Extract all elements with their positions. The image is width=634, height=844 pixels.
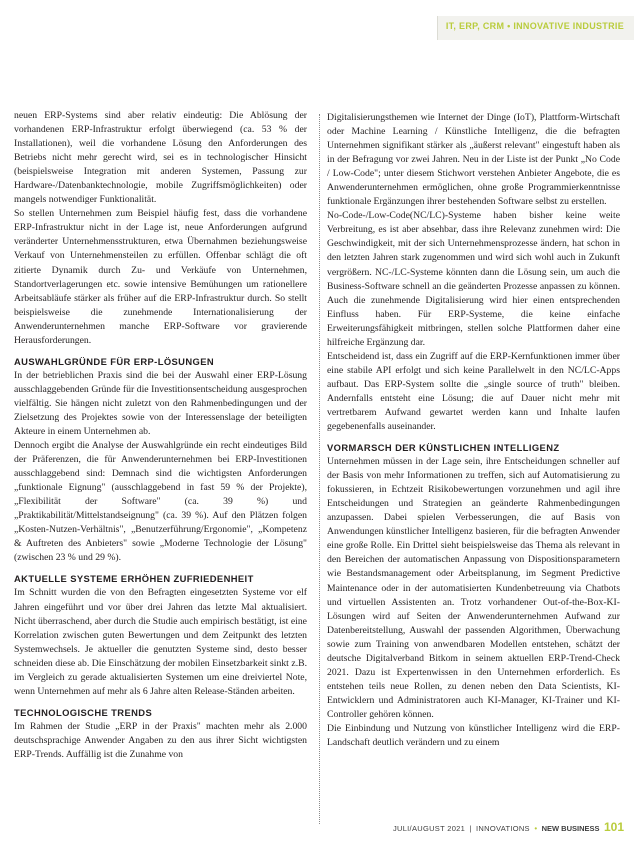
paragraph: So stellen Unternehmen zum Beispiel häufig fest, dass die vorhandene ERP-Infrastruktur nicht in der Lage ist, neue Anforderungen aufgrund veränderter Unternehmensstrukturen, etwa Übernahmen beziehungsweise Verkauf von Unternehmensteilen zu erfüllen. Offenbar schlägt die oft zitierte Dynamik durch Zu- und Verkäufe von Unternehmen, Standortverlagerungen etc. sowie intensive Bemühungen um rationellere Arbeitsabläufe stärker als früher auf die ERP-Infrastruktur durch. So stellt beispielsweise die zunehmende Internationalisierung der Anwenderunternehmen manche ERP-Software vor gravierende Herausforderungen. — [14, 208, 307, 346]
left-column — [14, 109, 307, 762]
page-footer — [393, 818, 624, 836]
paragraph: No-Code-/Low-Code(NC/LC)-Systeme haben bisher keine weite Verbreitung, es ist aber absehbar, dass ihre Relevanz zunehmen wird: Die Geschwindigkeit, mit der sich Unternehmensprozesse ändern, hat schon in den letzten Jahren stark zugenommen und wird sich wohl auch in Zukunft vergrößern. NC-/LC-Systeme könnten dann die Lösung sein, um auch die Business-Software schnell an die geänderten Prozesse anpassen zu können. Auch die zunehmende Digitalisierung wird hier einen entsprechenden Einfluss haben. Für ERP-Systeme, die keine einfache Erweiterungsfähigkeit mitbringen, stellen solche Plattformen daher eine hilfreiche Ergänzung dar. — [327, 210, 620, 348]
section-label: IT, ERP, CRM • INNOVATIVE INDUSTRIE — [445, 21, 624, 31]
magazine-name: INNOVATIONS — [476, 824, 530, 833]
paragraph: Die Einbindung und Nutzung von künstlicher Intelligenz wird die ERP-Landschaft deutlich verändern und zu einem — [327, 722, 620, 749]
right-column — [327, 111, 620, 750]
issue-date: JULI/AUGUST 2021 — [392, 824, 466, 833]
paragraph: Im Schnitt wurden die von den Befragten eingesetzten Systeme vor elf Jahren eingeführt und vor über drei Jahren das letzte Mal aktualisiert. Nicht überraschend, aber durch die Studie auch empirisch bestätigt, ist eine Korrelation zwischen guten Bewertungen und dem Zeitpunkt des letzten Systemwechsels. Je aktueller die genutzten Systeme sind, desto besser schneiden diese ab. Die Einschätzung der mobilen Einsetzbarkeit sinkt z.B. im Vergleich zu gerade aktualisierten Systemen um eine dreiviertel Note, wenn Unternehmen auf mehr als 6 Jahre alten Release-Ständen arbeiten. — [14, 587, 307, 697]
footer-separator: | — [469, 824, 472, 833]
bullet-icon: • — [534, 824, 538, 833]
paragraph: neuen ERP-Systems sind aber relativ eindeutig: Die Ablösung der vorhandenen ERP-Infrastruktur erfolgt überwiegend (ca. 53 % der Installationen), weil die vorhandene Lösung den Anforderungen des Betriebs nicht mehr gerecht wird, sei es in technologischer Hinsicht (beispielsweise Integration mit anderen Systemen, Passung zur Hardware-/Datenbanktechnologie, mobile Zugriffsmöglichkeiten) oder mangels notwendiger Funktionalität. — [14, 110, 307, 206]
paragraph: Dennoch ergibt die Analyse der Auswahlgründe ein recht eindeutiges Bild der Präferenzen, die für Anwenderunternehmen bei ERP-Investitionen ausschlaggebend sind: Demnach sind die wichtigsten Anforderungen „funktionale Eignung" (ausschlaggebend in fast 59 % der Projekte), „Flexibilität der Software" (ca. 39 %) und „Praktikabilität/Mittelstandseignung" (ca. 39 %). Auf den Plätzen folgen „Kosten-Nutzen-Verhältnis", „Benutzerführung/Ergonomie", „Kompetenz & Auftreten des Anbieters" sowie „Moderne Technologie der Lösung" (zwischen 23 % und 29 %). — [14, 440, 307, 564]
page-number: 101 — [603, 820, 624, 834]
paragraph: In der betrieblichen Praxis sind die bei der Auswahl einer ERP-Lösung ausschlaggebenden Gründe für die Investitionsentscheidung ausgesprochen vielfältig. Sie hängen nicht zuletzt von den Rahmenbedingungen und der Zielsetzung des Projektes sowie von der Interessenslage der beteiligten Akteure in einem Unternehmen ab. — [14, 369, 307, 437]
paragraph: Unternehmen müssen in der Lage sein, ihre Entscheidungen schneller auf der Basis von mehr Informationen zu treffen, sich auf Automatisierung zu fokussieren, in Echtzeit Risikobewertungen vorzunehmen und agil ihre Entscheidungen und Strategien an geänderte Rahmenbedingungen anzupassen. Dabei spielen Verbesserungen, die auf Basis von Anwendungen künstlicher Intelligenz basieren, für die befragten Anwender eine große Rolle. Ein Drittel sieht beispielsweise das Thema als relevant in den Bereichen der automatischen Anpassung von Dispositionsparametern wie Bestandsmanagement oder Arbeitsplanung, im Segment Predictive Maintenance oder in der automatisierten Kundenbetreuung via Chatbots und virtuellen Assistenten an. Trotz vorhandener Out-of-the-Box-KI-Lösungen wird auf Seiten der Anwenderunternehmen Aufwand zur Datenbereitstellung, Auswahl der passenden Algorithmen, Überwachung sowie zum Training von anwendbaren Modellen entstehen, schätzt der deutsche Digitalverband Bitkom in seinem aktuellen ERP-Trend-Check 2021. Dazu ist Expertenwissen in den Unternehmen erforderlich. Es entstehen teils neue Rollen, zu denen neben den Data Scientists, KI-Entwicklern und Administratoren auch KI-Manager, KI-Trainer und KI-Controller gehören können. — [327, 456, 620, 720]
column-divider — [319, 114, 320, 824]
paragraph: Entscheidend ist, dass ein Zugriff auf die ERP-Kernfunktionen immer über eine stabile API erfolgt und sich keine Parallelwelt in den NC/LC-Apps aufbaut. Das ERP-System sollte die „single source of truth" bleiben. Andernfalls entsteht eine Lösung; die auf Dauer nicht mehr mit vertretbarem Aufwand gewartet werden kann und Inhalte laufen gegebenenfalls auseinander. — [327, 350, 620, 433]
paragraph: Digitalisierungsthemen wie Internet der Dinge (IoT), Plattform-Wirtschaft oder Machine Learning / Künstliche Intelligenz, die die befragten Unternehmen signifikant stärker als „äußerst relevant" eingestuft haben als in der Befragung vor zwei Jahren. Neu in der Liste ist der Punkt „No Code / Low-Code"; unter diesem Stichwort verstehen Anbieter Angebote, die es Anwenderunternehmen ermöglichen, ohne große Programmierkenntnisse funktionale Ergänzungen ihrer bestehenden Software selbst zu erstellen. — [327, 112, 620, 208]
section-heading: VORMARSCH DER KÜNSTLICHEN INTELLIGENZ — [327, 442, 560, 454]
section-heading: AUSWAHLGRÜNDE FÜR ERP-LÖSUNGEN — [14, 355, 215, 367]
section-heading: TECHNOLOGISCHE TRENDS — [14, 706, 153, 718]
section-header-bar — [437, 16, 634, 40]
section-name: NEW BUSINESS — [541, 824, 600, 833]
paragraph: Im Rahmen der Studie „ERP in der Praxis" machten mehr als 2.000 deutschsprachige Anwender Angaben zu den aus ihrer Sicht wichtigsten ERP-Trends. Auffällig ist die Zunahme von — [14, 720, 307, 760]
section-heading: AKTUELLE SYSTEME ERHÖHEN ZUFRIEDENHEIT — [14, 573, 254, 585]
